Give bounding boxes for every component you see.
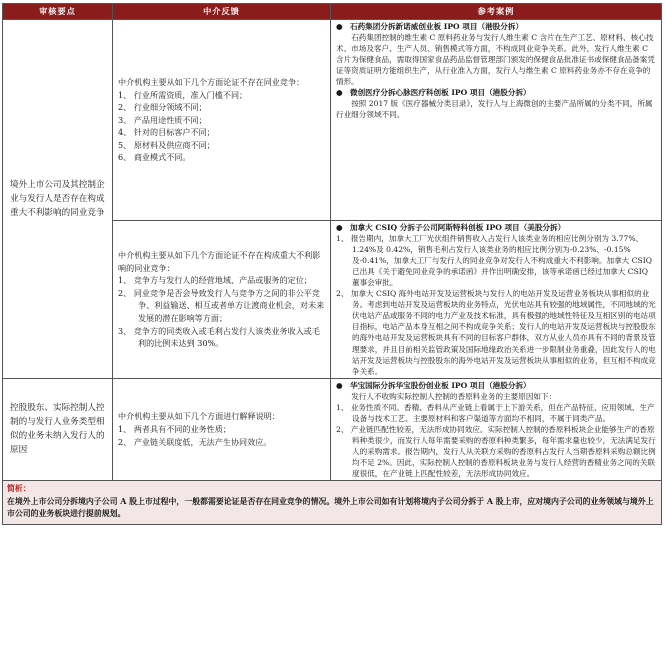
review-point-text: 境外上市公司及其控制企业与发行人是否存在构成重大不利影响的同业竞争 (10, 179, 105, 218)
reference-case-cell (331, 221, 662, 379)
case-title (336, 222, 656, 233)
case-paragraph: 1、 业务性质不同。香精、香料从产业链上看属于上下游关系，但在产品特征、应用领域、生产设备与技术工艺、主要原材料和客户渠道等方面均不相同，不属于同类产品。 (336, 402, 655, 423)
document (2, 3, 661, 658)
review-point-text: 控股股东、实际控制人控制的与发行人业务类型相似的业务未纳入发行人的原因 (10, 403, 105, 456)
reference-case-cell (331, 378, 662, 480)
case-title (336, 87, 656, 98)
feedback-cell (113, 378, 331, 480)
feedback-intro: 中介机构主要从如下几个方面进行解释说明： (118, 411, 280, 422)
case-title-text: 加拿大 CSIQ 分拆子公司阿斯特科创板 IPO 项目（美股分拆） (350, 223, 566, 232)
feedback-item: 2、 产业链关联度低，无法产生协同效应。 (118, 436, 272, 447)
case-paragraph: 发行人不收购实际控制人控制的香原料业务的主要原因如下： (351, 391, 557, 401)
reference-case-cell (331, 20, 662, 221)
feedback-item: 3、 产品用途性质不同； (118, 114, 207, 125)
bullet-icon: ● (336, 88, 343, 98)
note-text: 在境外上市公司分拆境内子公司 A 股上市过程中，一般都需要论证是否存在同业竞争的情况。境外上市公司如有计划将境内子公司分拆于 A 股上市，应对境内子公司的业务领域与境外上市公司的业务板块进行提前规划。 (7, 496, 654, 519)
table-row (3, 378, 662, 480)
feedback-item: 3、 竞争方的同类收入或毛利占发行人该类业务收入或毛利的比例未达到 30%。 (118, 325, 320, 349)
case-title (336, 380, 656, 391)
feedback-item: 2、 行业细分领域不同； (118, 102, 207, 113)
case-title-text: 华宝国际分拆华宝股份创业板 IPO 项目（港股分拆） (350, 380, 531, 390)
case-paragraph: 按照 2017 版《医疗器械分类目录》，发行人与上海微创的主要产品所属的分类不同，所属行业细分领域不同。 (336, 99, 653, 120)
bullet-icon: ● (336, 380, 343, 390)
note-label: 简析： (7, 484, 31, 494)
case-title-text: 微创医疗分拆心脉医疗科创板 IPO 项目（港股分拆） (350, 88, 531, 98)
header-feedback: 中介反馈 (113, 4, 331, 20)
table-header-row (3, 4, 662, 20)
feedback-item: 2、 同业竞争是否会导致发行人与竞争方之间的非公平竞争、利益输送、相互或者单方让渡商业机会，对未来发展的潜在影响等方面； (118, 287, 325, 323)
analysis-note (3, 481, 662, 525)
feedback-intro: 中介机构主要从如下几个方面论证不存在构成重大不利影响的同业竞争： (118, 249, 321, 273)
case-paragraph: 石药集团控制的维生素 C 原料药业务与发行人维生素 C 含片在生产工艺、原材料、核心技术、市场及客户、生产人员、销售模式等方面，不构成同业竞争关系。此外，发行人维生素 C 含片为保健食品，需取得国家食品药品监督管理部门颁发的保健食品批准证书或保健食品备案凭证等资质证明方能组织生产，从行业准入方面，发行人与维生素 C 原料药业务亦不存在竞争的情形。 (336, 33, 655, 87)
note-row (3, 481, 662, 525)
feedback-cell (113, 20, 331, 221)
header-reference-case: 参考案例 (331, 4, 662, 20)
case-paragraph: 2、 加拿大 CSIQ 海外电站开发及运营板块与发行人的电站开发及运营业务板块从事相似的业务。考虑到电站开发及运营板块的业务特点，光伏电站具有较强的地域属性，不同地域的光伏电站产品或服务不同的电力产业及技术标准，具有极强的地域性特征及互相区别的电站项目指标，电站产品本身互相之间不构成竞争关系；发行人的电站开发及运营板块与控股股东的海外电站开发及运营板块具有不同的目标客户群体，双方从业人员亦具有不同的背景及管理要求，并且目前相关监管政策及国际地缘政治关系进一步限制业务重叠，因此发行人的电站开发及运营板块与控股股东的海外电站开发及运营板块从事相似的业务，但互相不构成竞争关系。 (336, 289, 656, 376)
feedback-item: 1、 竞争方与发行人的经营地域、产品或服务的定位； (118, 275, 312, 286)
feedback-intro: 中介机构主要从如下几个方面论证不存在同业竞争： (118, 76, 305, 87)
bullet-icon: ● (336, 223, 343, 232)
review-point-cell (3, 378, 113, 480)
case-paragraph: 1、 报告期内，加拿大工厂光伏组件销售收入占发行人该类业务的相应比例分别为 3.77%、1.24%及 0.42%，销售毛利占发行人该类业务的相应比例分别为-0.23%、-0.15%及-0.41%，加拿大工厂与发行人的同业竞争对发行人不构成重大不利影响。加拿大 CSIQ 已出具《关于避免同业竞争的承诺函》并作出明确安排，该等承诺函已经过加拿大 CSIQ 董事会审批。 (336, 234, 652, 288)
review-point-cell (3, 20, 113, 379)
feedback-item: 4、 针对的目标客户不同； (118, 127, 215, 138)
bullet-icon: ● (336, 22, 343, 31)
case-title (336, 21, 656, 32)
feedback-item: 6、 商业模式不同。 (118, 152, 191, 163)
case-title-text: 石药集团分拆新诺威创业板 IPO 项目（港股分拆） (350, 22, 524, 31)
case-paragraph: 2、 产业链匹配性较差，无法形成协同效应。实际控制人控制的香原料板块企业能够生产的香原料种类很少，而发行人每年需要采购的香原料种类繁多，每年需求量也较少，无法满足发行人的采购需求。报告期内，发行人从关联方采购的香原料占发行人当期香原料采购总额比例均不足 2%。因此，实际控制人控制的香原料板块业务与发行人经营的香精业务之间的关联度很低，在产业链上匹配性较差，无法形成协同效应。 (336, 424, 656, 479)
feedback-item: 1、 行业所需资质，准入门槛不同； (118, 89, 248, 100)
header-review-point: 审核要点 (3, 4, 113, 20)
feedback-item: 5、 原材料及供应商不同； (118, 139, 215, 150)
feedback-item: 1、 两者具有不同的业务性质； (118, 424, 231, 435)
feedback-cell (113, 221, 331, 379)
table-row (3, 20, 662, 221)
review-table (2, 3, 662, 525)
